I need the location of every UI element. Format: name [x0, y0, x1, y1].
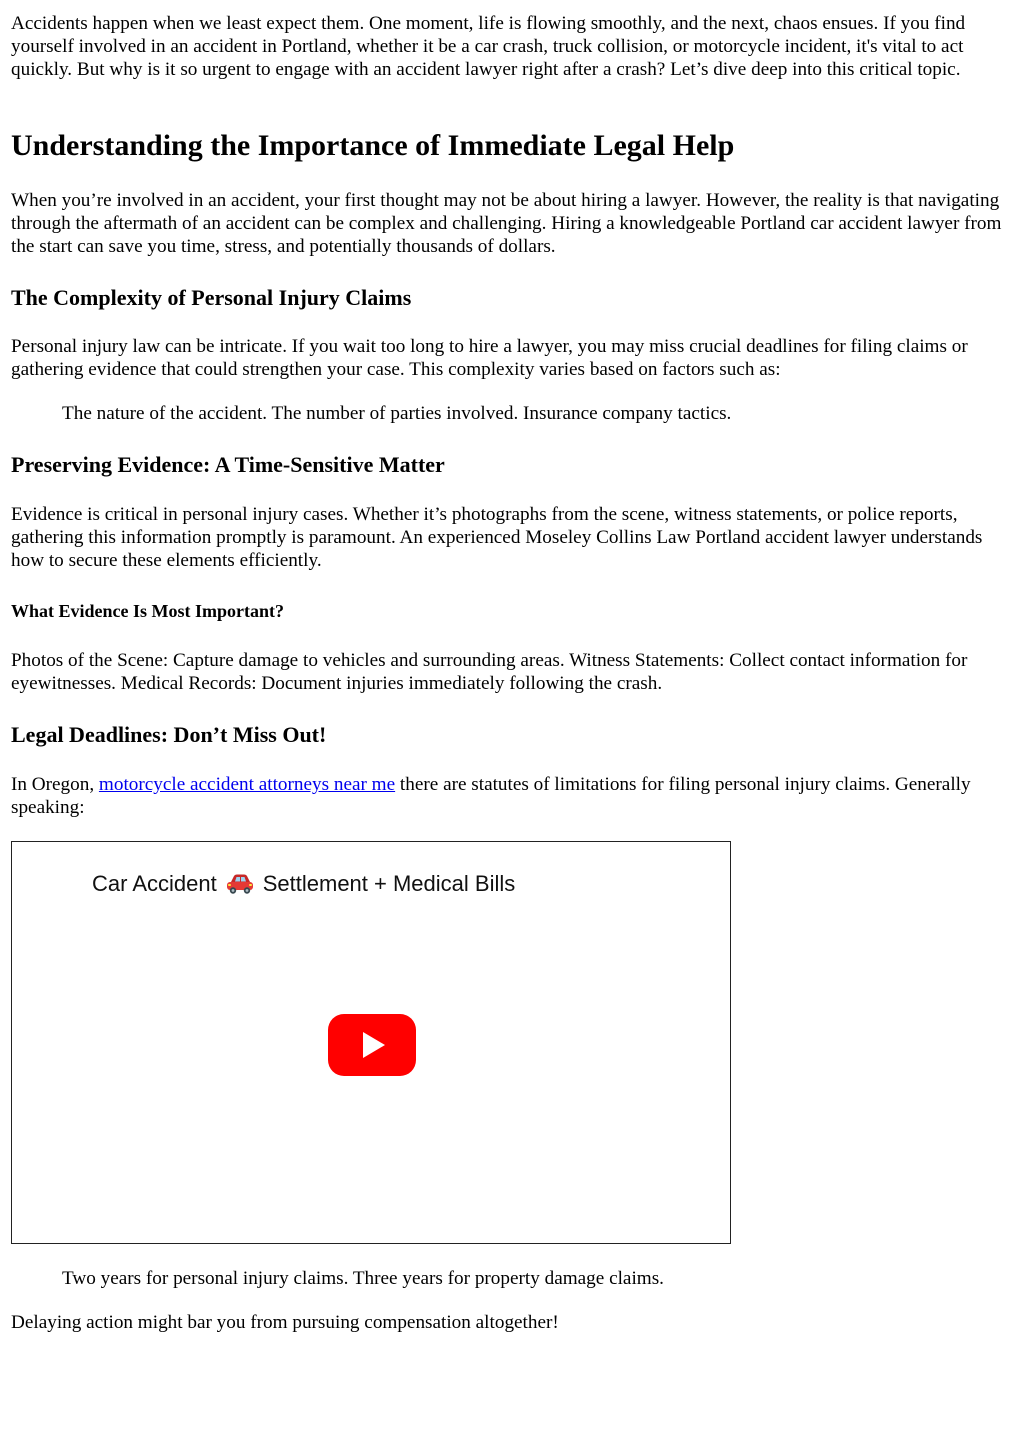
immediate-help-paragraph: When you’re involved in an accident, your first thought may not be about hiring a lawyer. However, the reality is that navigating through the aftermath of an accident can be complex and challenging. Hiring a knowledgeable Portland car accident lawyer from the start can save you time, stress, and potentially thousands of dollars.	[11, 190, 1002, 258]
delay-paragraph: Delaying action might bar you from pursuing compensation altogether!	[11, 1312, 559, 1333]
car-icon	[225, 873, 255, 895]
evidence-paragraph: Evidence is critical in personal injury cases. Whether it’s photographs from the scene, witness statements, or police reports, gathering this information promptly is paramount. An experienced Moseley Collins Law Portland accident lawyer understands how to secure these elements efficiently.	[11, 504, 983, 572]
main-heading: Understanding the Importance of Immediate Legal Help	[11, 129, 735, 162]
video-title-start: Car Accident	[92, 871, 217, 896]
video-title[interactable]	[92, 869, 515, 899]
video-title-end: Settlement + Medical Bills	[262, 871, 516, 896]
deadlines-text-start: In Oregon,	[11, 774, 99, 795]
limits-list: Two years for personal injury claims. Three years for property damage claims.	[62, 1268, 664, 1289]
complexity-paragraph: Personal injury law can be intricate. If you wait too long to hire a lawyer, you may miss crucial deadlines for filing claims or gathering evidence that could strengthen your case. This complexity varies based on factors such as:	[11, 336, 968, 381]
evidence-heading: Preserving Evidence: A Time-Sensitive Matter	[11, 452, 445, 477]
important-evidence-paragraph: Photos of the Scene: Capture damage to vehicles and surrounding areas. Witness Statements: Collect contact information for eyewitnesses. Medical Records: Document injuries immediately following the crash.	[11, 650, 968, 695]
deadlines-text-end: there are statutes of limitations for filing personal injury claims. Generally speaking:	[11, 774, 971, 819]
attorneys-link[interactable]: motorcycle accident attorneys near me	[98, 774, 396, 795]
complexity-heading: The Complexity of Personal Injury Claims	[11, 285, 412, 310]
factors-list: The nature of the accident. The number of parties involved. Insurance company tactics.	[62, 403, 732, 424]
intro-paragraph: Accidents happen when we least expect them. One moment, life is flowing smoothly, and the next, chaos ensues. If you find yourself involved in an accident in Portland, whether it be a car crash, truck collision, or motorcycle incident, it's vital to act quickly. But why is it so urgent to engage with an accident lawyer right after a crash? Let’s dive deep into this critical topic.	[11, 13, 966, 81]
youtube-play-icon[interactable]	[328, 1014, 416, 1076]
video-embed[interactable]	[11, 841, 731, 1244]
important-evidence-heading: What Evidence Is Most Important?	[11, 601, 284, 621]
deadlines-heading: Legal Deadlines: Don’t Miss Out!	[11, 722, 327, 747]
deadlines-paragraph	[11, 773, 1014, 819]
